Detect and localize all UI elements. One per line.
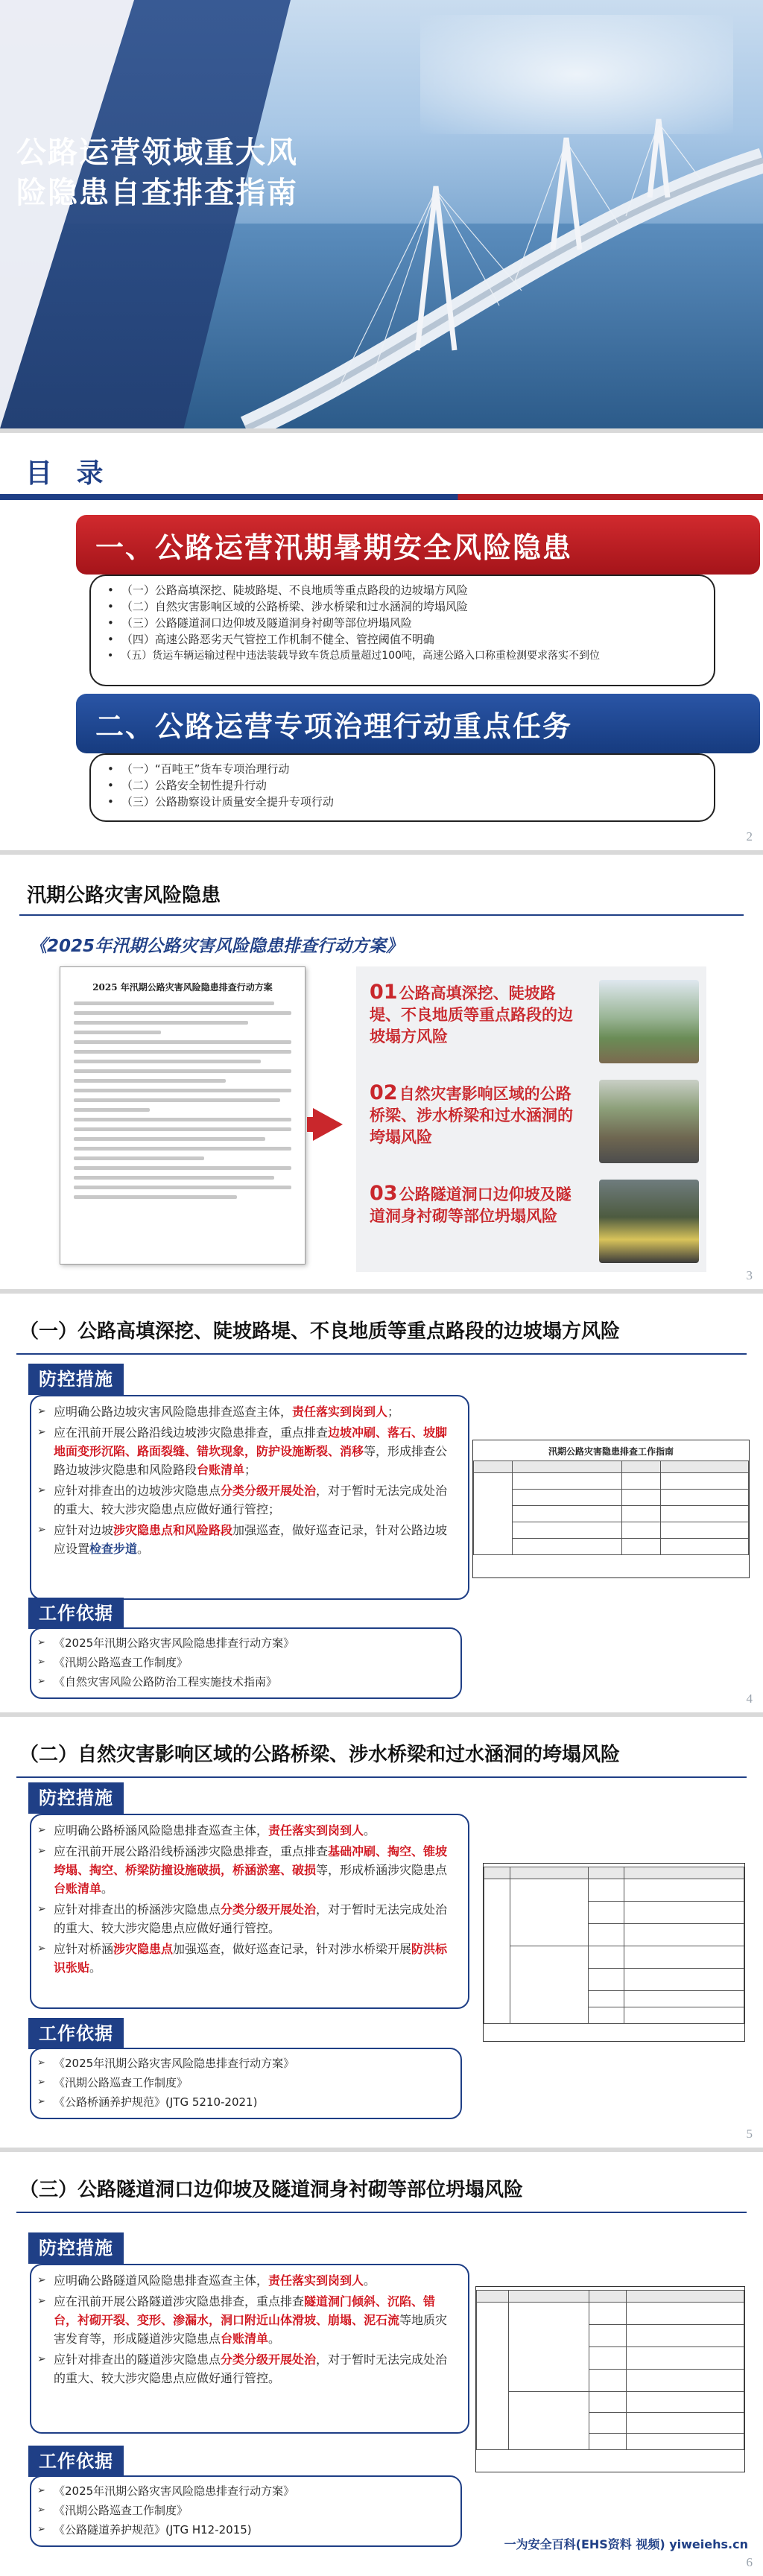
risk-number: 03 (370, 1182, 398, 1205)
risk-panel (356, 966, 706, 1272)
measure-item: ➢ 应针对排查出的桥涵涉灾隐患点分类分级开展处治，对于暂时无法完成处治的重大、较大涉灾隐患点应做好通行管控。 (54, 1900, 459, 1937)
cover-title (16, 133, 300, 213)
cover-title-line2: 险隐患自查排查指南 (16, 176, 298, 210)
list-item: ➢ 《汛期公路巡查工作制度》 (54, 2073, 452, 2092)
list-item: • （二）公路安全韧性提升行动 (121, 777, 703, 794)
title-rule (16, 1353, 747, 1355)
measures-tag: 防控措施 (28, 1782, 124, 1814)
list-item: • （五）货运车辆运输过程中违法装载导致车货总质量超过100吨，高速公路入口称重检测要求落实不到位 (121, 648, 703, 664)
page-number: 4 (746, 1692, 753, 1706)
bridge-risk-slide (0, 1717, 763, 2148)
risk-item (370, 1082, 578, 1148)
flood-risk-slide (0, 855, 763, 1289)
list-item: ➢ 《自然灾害风险公路防治工程实施技术指南》 (54, 1672, 452, 1692)
plan-subtitle: 《2025年汛期公路灾害风险隐患排查行动方案》 (30, 937, 404, 956)
list-item: ➢ 《公路隧道养护规范》(JTG H12-2015) (54, 2520, 452, 2539)
slide-title: （一）公路高填深挖、陡坡路堤、不良地质等重点路段的边坡塌方风险 (19, 1320, 621, 1343)
title-rule (19, 914, 744, 916)
list-item: • （一）“百吨王”货车专项治理行动 (121, 761, 703, 777)
table-grid (484, 1867, 744, 2024)
slide-title: （三）公路隧道洞口边仰坡及隧道洞身衬砌等部位坍塌风险 (19, 2179, 524, 2201)
list-item: ➢ 《公路桥涵养护规范》(JTG 5210-2021) (54, 2092, 452, 2112)
basis-box (30, 2475, 462, 2547)
basis-box (30, 2048, 462, 2119)
cover-slide (0, 0, 763, 428)
list-item: ➢ 《2025年汛期公路灾害风险隐患排查行动方案》 (54, 2054, 452, 2073)
measure-item: ➢ 应在汛前开展公路沿线边坡涉灾隐患排查，重点排查边坡冲刷、落石、坡脚地面变形沉陷、路面裂缝、错坎现象，防护设施断裂、消移等，形成排查公路边坡涉灾隐患和风险路段台账清单； (54, 1423, 459, 1479)
list-item: • （一）公路高填深挖、陡坡路堤、不良地质等重点路段的边坡塌方风险 (121, 582, 703, 598)
checklist-table (472, 1440, 750, 1578)
measures-tag: 防控措施 (28, 1364, 124, 1395)
slope-risk-slide (0, 1294, 763, 1712)
list-item: • （四）高速公路恶劣天气管控工作机制不健全、管控阈值不明确 (121, 631, 703, 648)
page-number: 6 (746, 2555, 753, 2569)
risk-text: 自然灾害影响区域的公路桥梁、涉水桥梁和过水涵洞的垮塌风险 (370, 1085, 573, 1146)
list-item: • （二）自然灾害影响区域的公路桥梁、涉水桥梁和过水涵洞的垮塌风险 (121, 598, 703, 615)
cover-title-line1: 公路运营领域重大风 (16, 136, 298, 170)
table-grid (476, 2290, 744, 2450)
toc-section1-banner: 一、公路运营汛期暑期安全风险隐患 (76, 515, 760, 575)
page-number: 3 (746, 1268, 753, 1282)
measure-item: ➢ 应明确公路边坡灾害风险隐患排查巡查主体，责任落实到岗到人； (54, 1402, 459, 1421)
risk-number: 01 (370, 981, 398, 1004)
risk-item (370, 1183, 578, 1227)
document-thumbnail (60, 966, 305, 1265)
measures-box (30, 2264, 469, 2434)
page-number: 5 (746, 2127, 753, 2141)
tunnel-risk-slide (0, 2152, 763, 2576)
basis-tag: 工作依据 (28, 1598, 124, 1629)
list-item: • （三）公路隧道洞口边仰坡及隧道洞身衬砌等部位坍塌风险 (121, 615, 703, 631)
document-title: 2025 年汛期公路灾害风险隐患排查行动方案 (92, 982, 273, 993)
measure-item: ➢ 应针对排查出的隧道涉灾隐患点分类分级开展处治，对于暂时无法完成处治的重大、较大涉灾隐患点应做好通行管控。 (54, 2350, 459, 2387)
list-item: ➢ 《2025年汛期公路灾害风险隐患排查行动方案》 (54, 1633, 452, 1653)
measure-item: ➢ 应针对边坡涉灾隐患点和风险路段加强巡查，做好巡查记录，针对公路边坡应设置检查步道。 (54, 1521, 459, 1558)
arrow-head-icon (313, 1108, 343, 1141)
list-item: ➢ 《汛期公路巡查工作制度》 (54, 1653, 452, 1672)
toc-rule (0, 494, 763, 500)
toc-section1-list (89, 575, 715, 686)
page-number: 2 (746, 829, 753, 844)
title-rule (16, 1776, 747, 1778)
table-grid (473, 1461, 749, 1555)
measure-item: ➢ 应明确公路桥涵风险隐患排查巡查主体，责任落实到岗到人。 (54, 1821, 459, 1840)
measure-item: ➢ 应针对排查出的边坡涉灾隐患点分类分级开展处治，对于暂时无法完成处治的重大、较大涉灾隐患点应做好通行管控； (54, 1481, 459, 1519)
risk-text: 公路隧道洞口边仰坡及隧道洞身衬砌等部位坍塌风险 (370, 1186, 572, 1225)
risk-text: 公路高填深挖、陡坡路堤、不良地质等重点路段的边坡塌方风险 (370, 984, 573, 1045)
list-item: ➢ 《2025年汛期公路灾害风险隐患排查行动方案》 (54, 2481, 452, 2501)
slope-photo (599, 980, 699, 1063)
toc-slide (0, 433, 763, 850)
measure-item: ➢ 应在汛前开展公路隧道涉灾隐患排查，重点排查隧道洞门倾斜、沉陷、错台，衬砌开裂、变形、渗漏水，洞口附近山体滑坡、崩塌、泥石流等地质灾害发育等，形成隧道涉灾隐患点台账清单。 (54, 2292, 459, 2348)
basis-tag: 工作依据 (28, 2446, 124, 2477)
tunnel-photo (599, 1180, 699, 1263)
bridge-collapse-photo (599, 1080, 699, 1163)
slide-title: （二）自然灾害影响区域的公路桥梁、涉水桥梁和过水涵洞的垮塌风险 (19, 1744, 621, 1766)
toc-section2-list (89, 753, 715, 822)
checklist-table (483, 1863, 745, 2042)
site-footer: 一为安全百科(EHS资料 视频) yiweiehs.cn (504, 2537, 748, 2551)
measure-item: ➢ 应针对桥涵涉灾隐患点加强巡查，做好巡查记录，针对涉水桥梁开展防洪标识张贴。 (54, 1940, 459, 1977)
checklist-table (475, 2286, 745, 2472)
basis-box (30, 1627, 462, 1699)
basis-tag: 工作依据 (28, 2018, 124, 2049)
measure-item: ➢ 应在汛前开展公路沿线桥涵涉灾隐患排查，重点排查基础冲刷、掏空、锥坡垮塌、掏空、桥梁防撞设施破损，桥涵淤塞、破损等，形成桥涵涉灾隐患点台账清单。 (54, 1842, 459, 1898)
toc-section2-banner: 二、公路运营专项治理行动重点任务 (76, 694, 760, 753)
title-rule (16, 2212, 747, 2213)
measures-box (30, 1814, 469, 2009)
slide-title: 汛期公路灾害风险隐患 (27, 884, 221, 907)
risk-item (370, 981, 578, 1048)
measures-tag: 防控措施 (28, 2232, 124, 2264)
toc-heading: 目 录 (25, 458, 111, 489)
measures-box (30, 1395, 469, 1600)
list-item: • （三）公路勘察设计质量安全提升专项行动 (121, 794, 703, 810)
table-title: 汛期公路灾害隐患排查工作指南 (548, 1446, 674, 1457)
risk-number: 02 (370, 1081, 398, 1104)
list-item: ➢ 《汛期公路巡查工作制度》 (54, 2501, 452, 2520)
measure-item: ➢ 应明确公路隧道风险隐患排查巡查主体，责任落实到岗到人。 (54, 2271, 459, 2290)
